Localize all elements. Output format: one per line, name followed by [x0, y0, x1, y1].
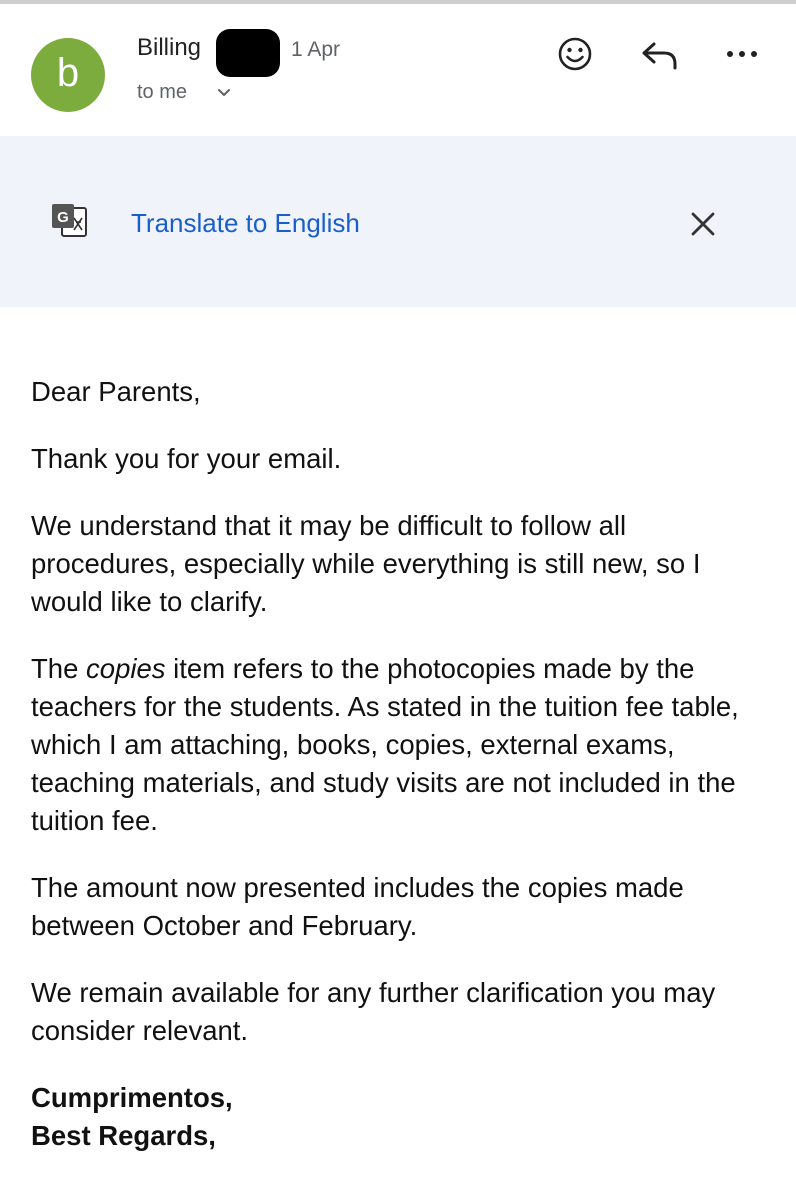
paragraph-clarify: We understand that it may be difficult to follow all procedures, especially while everything is still new, so I would like to clarify.: [31, 510, 701, 617]
email-header: [0, 4, 796, 136]
signoff-english: Best Regards,: [31, 1120, 216, 1151]
translate-link[interactable]: Translate to English: [131, 208, 360, 238]
signoff-portuguese: Cumprimentos,: [31, 1082, 233, 1113]
email-date: 1 Apr: [291, 38, 341, 61]
text-span: The: [31, 653, 87, 684]
paragraph-thanks: Thank you for your email.: [31, 443, 342, 474]
chevron-down-icon[interactable]: [214, 84, 234, 102]
paragraph-amount: The amount now presented includes the copies made between October and February.: [31, 872, 684, 941]
paragraph-copies: [31, 650, 776, 840]
recipient-label[interactable]: to me: [137, 81, 188, 103]
more-options-icon[interactable]: [724, 48, 760, 60]
reply-icon[interactable]: [640, 40, 678, 70]
paragraph-available: We remain available for any further clarification you may consider relevant.: [31, 977, 716, 1046]
svg-text:G: G: [57, 209, 69, 226]
avatar-letter: b: [56, 50, 80, 95]
google-translate-icon: [50, 202, 88, 238]
sender-name[interactable]: Billing: [137, 34, 202, 61]
translate-banner: [0, 136, 796, 307]
close-icon[interactable]: [687, 208, 719, 240]
emoji-react-icon[interactable]: [557, 36, 593, 72]
sender-avatar[interactable]: [31, 38, 105, 112]
greeting: Dear Parents,: [31, 376, 201, 407]
text-span: item refers to the photocopies made by the teachers for the students. As stated in the tuition fee table, which I am attaching, books, copies, external exams, teaching materials, and study visits are not included in the tuition fee.: [31, 653, 739, 836]
emphasis-copies: copies: [86, 653, 166, 684]
signature: [31, 1079, 776, 1155]
redacted-email-address: [216, 29, 280, 77]
email-body: [31, 373, 776, 1155]
